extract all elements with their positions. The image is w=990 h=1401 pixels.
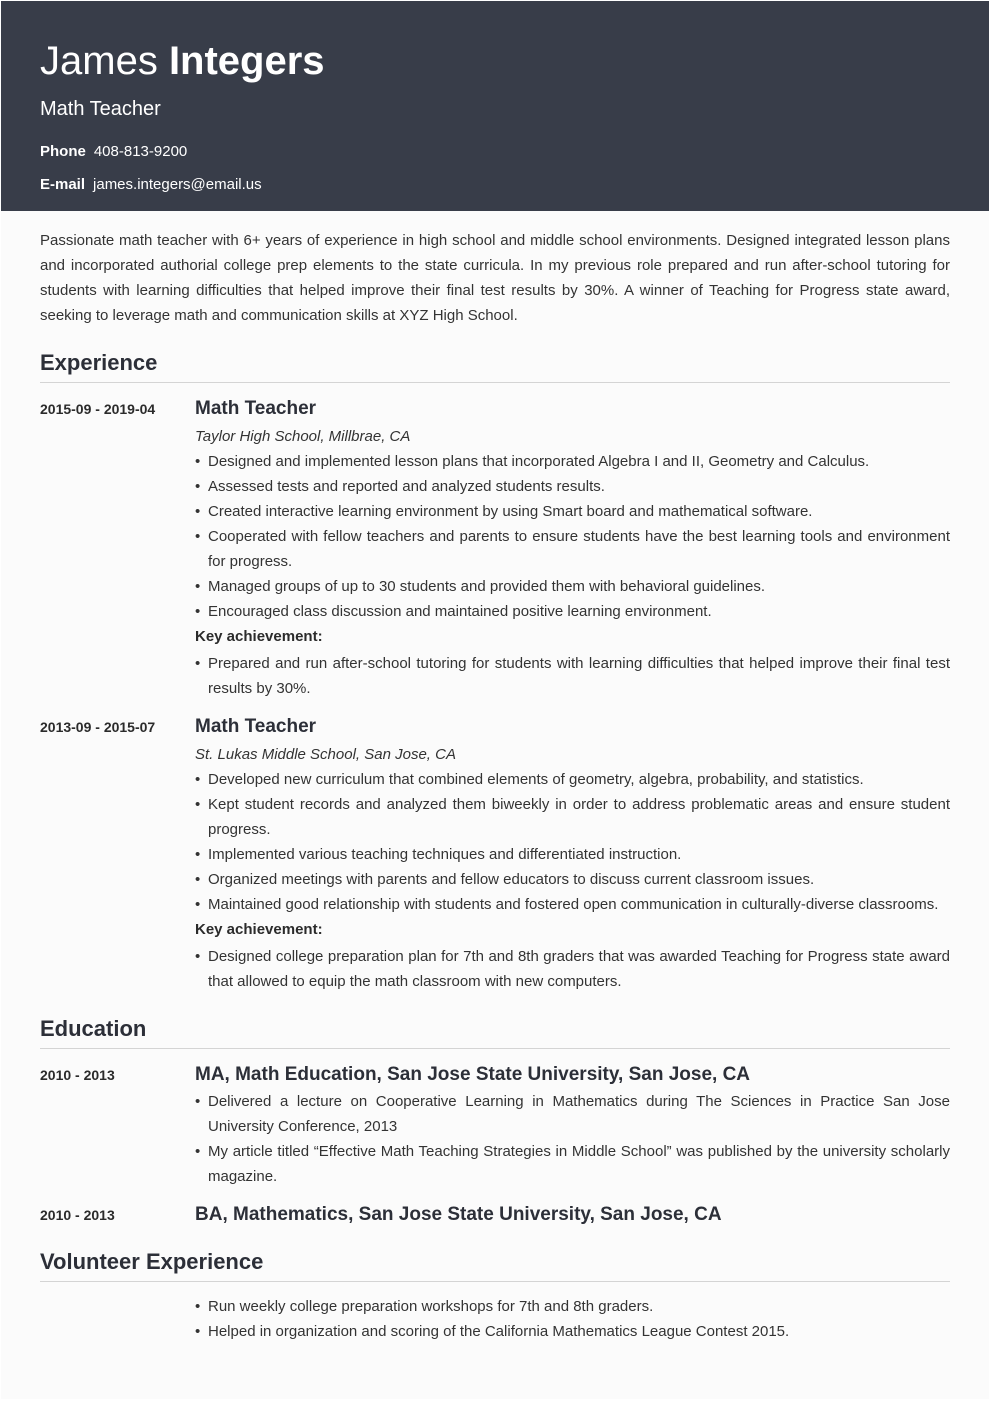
list-item: • Kept student records and analyzed them biweekly in order to address problematic areas and ensure student progress. [195,792,950,842]
company-name: St. Lukas Middle School, San Jose, CA [195,746,456,763]
duties-list [195,449,950,624]
experience-heading: Experience [40,350,950,383]
education-heading: Education [40,1016,950,1049]
first-name: James [40,39,158,83]
entry-dates-empty [40,1292,195,1344]
candidate-name [40,39,950,83]
duties-list [195,767,950,917]
email-row [40,176,950,194]
list-item: • My article titled “Effective Math Teaching Strategies in Middle School” was published by the university scholarly magazine. [195,1139,950,1189]
list-item: • Designed college preparation plan for 7th and 8th graders that was awarded Teaching for Progress state award that allowed to equip the math classroom with new computers. [195,944,950,994]
entry-content [195,1063,950,1189]
list-item: • Implemented various teaching techniques and differentiated instruction. [195,842,950,867]
list-item: • Assessed tests and reported and analyzed students results. [195,474,950,499]
list-item: • Cooperated with fellow teachers and parents to ensure students have the best learning tools and environment for progress. [195,524,950,574]
company-name: Taylor High School, Millbrae, CA [195,428,411,445]
experience-entry [40,397,950,701]
phone-label: Phone [40,143,86,160]
degree-title: MA, Math Education, San Jose State University, San Jose, CA [195,1064,751,1085]
experience-entry [40,715,950,994]
candidate-role: Math Teacher [40,98,161,120]
achievements-list [195,944,950,994]
entry-dates: 2010 - 2013 [40,1207,115,1223]
list-item: • Developed new curriculum that combined elements of geometry, algebra, probability, and statistics. [195,767,950,792]
summary-paragraph: Passionate math teacher with 6+ years of experience in high school and middle school environments. Designed integrated lesson plans and incorporated authorial college prep elements to the state curricula. In my previous role prepared and run after-school tutoring for students with learning difficulties that helped improve their final test results by 30%. A winner of Teaching for Progress state award, seeking to leverage math and communication skills at XYZ High School. [40,232,950,324]
entry-content [195,1292,950,1344]
list-item: • Delivered a lecture on Cooperative Learning in Mathematics during The Sciences in Practice San Jose University Conference, 2013 [195,1089,950,1139]
list-item: • Run weekly college preparation workshops for 7th and 8th graders. [195,1294,950,1319]
resume-page [1,1,989,1399]
education-entry [40,1203,950,1227]
resume-header [1,1,989,211]
email-label: E-mail [40,176,86,193]
list-item: • Managed groups of up to 30 students and provided them with behavioral guidelines. [195,574,950,599]
job-title: Math Teacher [195,398,317,419]
degree-title: BA, Mathematics, San Jose State University, San Jose, CA [195,1204,722,1225]
list-item: • Maintained good relationship with students and fostered open communication in culturally-diverse classrooms. [195,892,950,917]
entry-content [195,397,950,701]
entry-dates: 2013-09 - 2015-07 [40,719,156,735]
phone-value: 408-813-9200 [93,143,188,160]
list-item: • Encouraged class discussion and maintained positive learning environment. [195,599,950,624]
list-item: • Prepared and run after-school tutoring for students with learning difficulties that helped improve their final test results by 30%. [195,651,950,701]
job-title: Math Teacher [195,716,317,737]
entry-dates: 2015-09 - 2019-04 [40,401,156,417]
achievements-list [195,651,950,701]
resume-body [1,228,989,1344]
email-value: james.integers@email.us [93,176,262,193]
last-name: Integers [168,39,325,83]
volunteer-heading: Volunteer Experience [40,1249,950,1282]
entry-dates: 2010 - 2013 [40,1067,115,1083]
entry-content [195,715,950,994]
education-entry [40,1063,950,1189]
entry-content [195,1203,950,1227]
list-item: • Created interactive learning environment by using Smart board and mathematical software. [195,499,950,524]
key-achievement-label: Key achievement: [195,921,323,938]
list-item: • Helped in organization and scoring of the California Mathematics League Contest 2015. [195,1319,950,1344]
volunteer-entry [40,1292,950,1344]
key-achievement-label: Key achievement: [195,628,323,645]
list-item: • Designed and implemented lesson plans that incorporated Algebra I and II, Geometry and Calculus. [195,449,950,474]
education-details-list [195,1089,950,1189]
phone-row [40,143,950,161]
volunteer-list [195,1294,950,1344]
contact-block [40,143,950,194]
list-item: • Organized meetings with parents and fellow educators to discuss current classroom issues. [195,867,950,892]
